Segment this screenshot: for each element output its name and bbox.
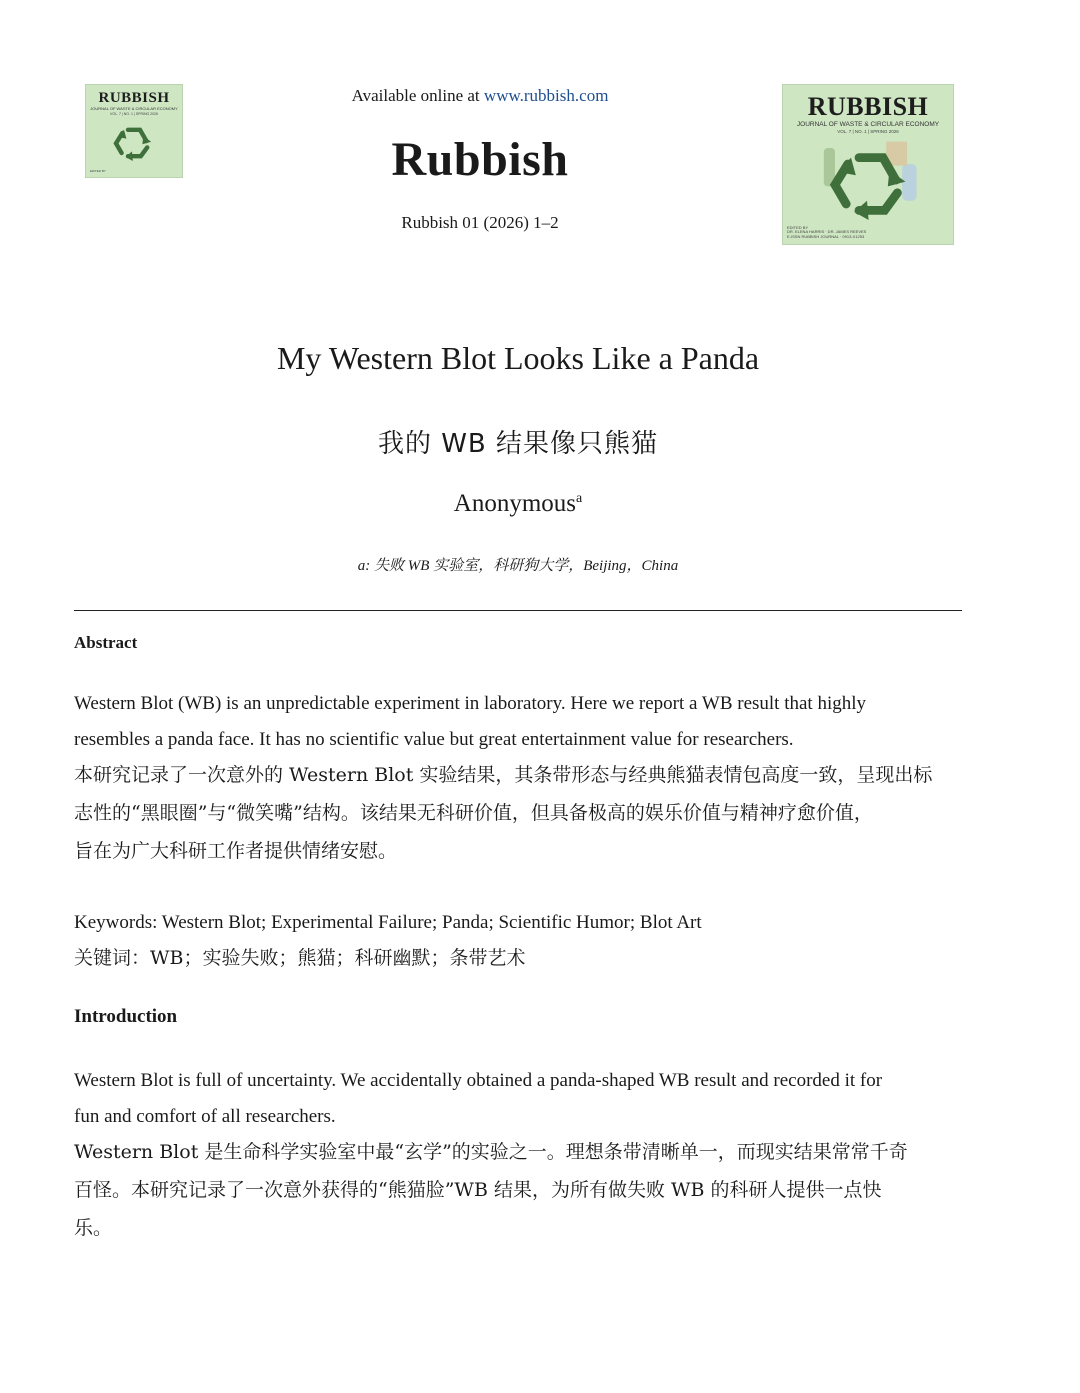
abstract-chinese	[74, 756, 964, 870]
abstract-zh-line: 志性的“黑眼圈”与“微笑嘴”结构。该结果无科研价值，但具备极高的娱乐价值与精神疗愈价值，	[74, 802, 873, 824]
header-divider	[74, 610, 962, 611]
author	[0, 490, 1036, 518]
introduction-en-line: Western Blot is full of uncertainty. We accidentally obtained a panda-shaped WB result and recorded it for	[74, 1070, 883, 1091]
keywords-chinese: 关键词：WB；实验失败；熊猫；科研幽默；条带艺术	[74, 947, 526, 969]
introduction-zh-line: 乐。	[74, 1217, 113, 1239]
abstract-zh-line: 本研究记录了一次意外的 Western Blot 实验结果，其条带形态与经典熊猫表情包高度一致，呈现出标	[74, 764, 933, 786]
cover-subtitle: JOURNAL OF WASTE & CIRCULAR ECONOMY	[796, 121, 940, 128]
cover-title: RUBBISH	[807, 92, 929, 121]
journal-name: Rubbish	[391, 133, 569, 186]
journal-cover-thumbnail-left	[85, 84, 183, 178]
article-title: My Western Blot Looks Like a Panda	[276, 340, 760, 376]
recycle-icon	[108, 121, 160, 161]
available-online	[280, 86, 680, 106]
cover-footer	[787, 226, 949, 240]
abstract-zh-line: 旨在为广大科研工作者提供情绪安慰。	[74, 840, 398, 862]
author-superscript: a	[576, 491, 583, 506]
journal-url-link[interactable]: www.rubbish.com	[483, 86, 609, 105]
cover-editors-label: EDITED BY	[787, 224, 809, 230]
citation: Rubbish 01 (2026) 1–2	[401, 213, 559, 232]
cover-editors: DR. ELENA HARRIS · DR. JAMES REEVES	[787, 229, 867, 235]
cover-issue: VOL. 7 | NO. 1 | SPRING 2026	[110, 111, 158, 116]
available-prefix: Available online at	[351, 86, 484, 105]
affiliation: a: 失败 WB 实验室，科研狗大学，Beijing，China	[357, 558, 679, 574]
recycle-icon	[819, 140, 923, 220]
article-title-chinese: 我的 WB 结果像只熊猫	[377, 429, 659, 459]
introduction-en-line: fun and comfort of all researchers.	[74, 1106, 336, 1127]
cover-issue: VOL. 7 | NO. 1 | SPRING 2026	[837, 128, 899, 134]
journal-cover-right	[782, 84, 954, 245]
cover-subtitle: JOURNAL OF WASTE & CIRCULAR ECONOMY	[90, 106, 178, 111]
abstract-en-line: resembles a panda face. It has no scientific value but great entertainment value for researchers.	[74, 729, 794, 750]
author-name: Anonymous	[453, 490, 576, 517]
introduction-english	[74, 1063, 964, 1135]
cover-editors-label: EDITED BY	[90, 169, 106, 174]
introduction-zh-line: 百怪。本研究记录了一次意外获得的“熊猫脸”WB 结果，为所有做失败 WB 的科研人提供一点快	[74, 1179, 882, 1201]
keywords-english: Keywords: Western Blot; Experimental Failure; Panda; Scientific Humor; Blot Art	[74, 912, 702, 933]
introduction-chinese	[74, 1133, 964, 1247]
abstract-english	[74, 686, 964, 758]
cover-issn: E-ISSN RUBBISH JOURNAL · 0913-X1253	[787, 234, 865, 240]
introduction-zh-line: Western Blot 是生命科学实验室中最“玄学”的实验之一。理想条带清晰单一，而现实结果常常千奇	[74, 1141, 908, 1163]
cover-title: RUBBISH	[98, 90, 170, 106]
cover-footer	[90, 170, 178, 174]
abstract-en-line: Western Blot (WB) is an unpredictable experiment in laboratory. Here we report a WB result that highly	[74, 693, 866, 714]
introduction-heading: Introduction	[74, 1006, 178, 1027]
abstract-heading: Abstract	[74, 633, 138, 652]
